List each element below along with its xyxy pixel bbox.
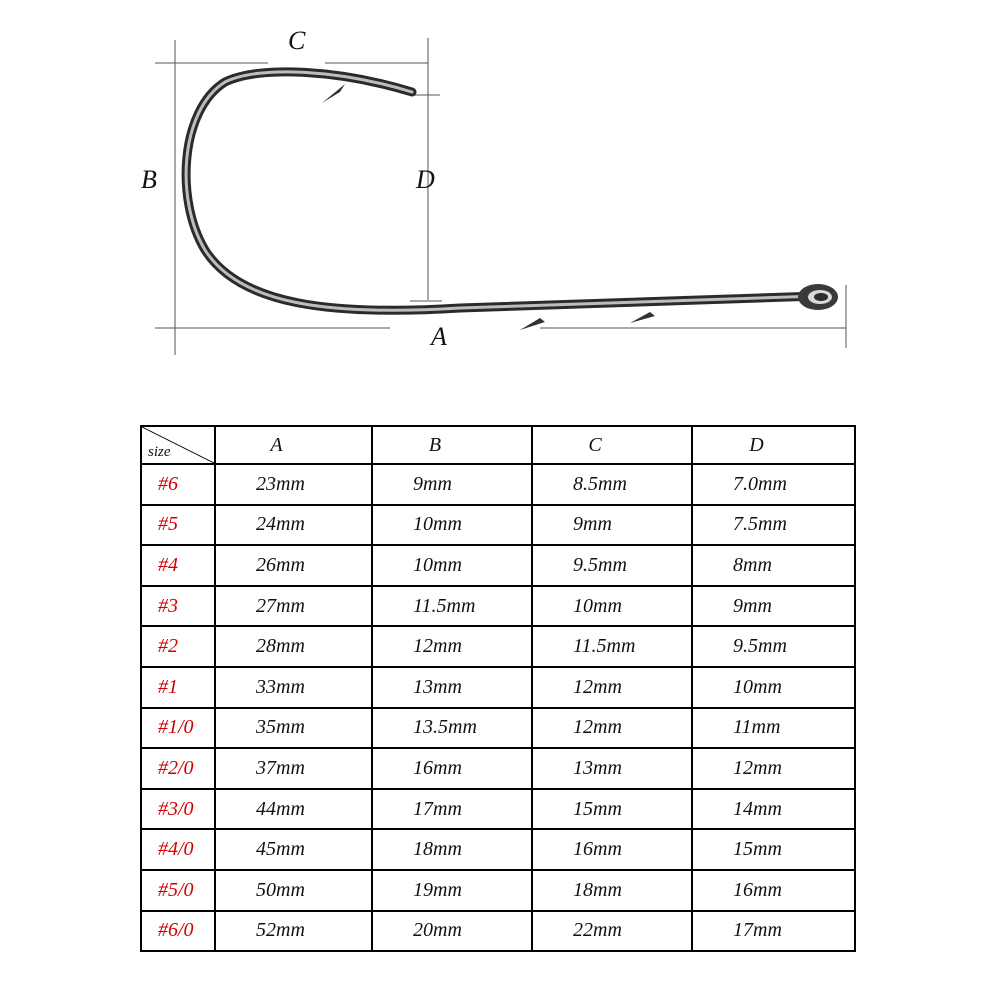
- table-row: [141, 870, 855, 911]
- table-row: [141, 708, 855, 749]
- value-cell-b: 12mm: [372, 626, 532, 667]
- value-cell-d: 17mm: [692, 911, 855, 952]
- value-cell-c: 15mm: [532, 789, 692, 830]
- size-cell: #1: [141, 667, 215, 708]
- dimension-label-a: A: [431, 322, 447, 351]
- value-cell-c: 11.5mm: [532, 626, 692, 667]
- size-cell: #1/0: [141, 708, 215, 749]
- value-cell-c: 22mm: [532, 911, 692, 952]
- value-cell-d: 8mm: [692, 545, 855, 586]
- dimension-label-d: D: [416, 165, 435, 194]
- table-row: [141, 586, 855, 627]
- hook-diagram: [0, 0, 1000, 400]
- size-cell: #4: [141, 545, 215, 586]
- value-cell-c: 13mm: [532, 748, 692, 789]
- value-cell-d: 16mm: [692, 870, 855, 911]
- value-cell-c: 12mm: [532, 667, 692, 708]
- value-cell-d: 11mm: [692, 708, 855, 749]
- value-cell-a: 28mm: [215, 626, 372, 667]
- size-cell: #2: [141, 626, 215, 667]
- value-cell-d: 7.5mm: [692, 505, 855, 546]
- value-cell-c: 9.5mm: [532, 545, 692, 586]
- value-cell-b: 16mm: [372, 748, 532, 789]
- size-cell: #6/0: [141, 911, 215, 952]
- table-body: [141, 464, 855, 951]
- table-row: [141, 911, 855, 952]
- value-cell-a: 37mm: [215, 748, 372, 789]
- value-cell-b: 18mm: [372, 829, 532, 870]
- value-cell-d: 9mm: [692, 586, 855, 627]
- table-row: [141, 748, 855, 789]
- header-c: C: [532, 426, 692, 464]
- value-cell-c: 18mm: [532, 870, 692, 911]
- value-cell-d: 7.0mm: [692, 464, 855, 505]
- value-cell-b: 20mm: [372, 911, 532, 952]
- value-cell-b: 10mm: [372, 505, 532, 546]
- hook-body: [186, 72, 838, 330]
- corner-label: size: [148, 444, 171, 460]
- value-cell-d: 14mm: [692, 789, 855, 830]
- value-cell-a: 35mm: [215, 708, 372, 749]
- value-cell-c: 8.5mm: [532, 464, 692, 505]
- size-cell: #3: [141, 586, 215, 627]
- header-a: A: [215, 426, 372, 464]
- value-cell-b: 13mm: [372, 667, 532, 708]
- header-d: D: [692, 426, 855, 464]
- value-cell-d: 9.5mm: [692, 626, 855, 667]
- value-cell-d: 15mm: [692, 829, 855, 870]
- table-row: [141, 626, 855, 667]
- corner-cell: [141, 426, 215, 464]
- value-cell-a: 23mm: [215, 464, 372, 505]
- value-cell-a: 24mm: [215, 505, 372, 546]
- value-cell-b: 19mm: [372, 870, 532, 911]
- value-cell-b: 13.5mm: [372, 708, 532, 749]
- size-cell: #5/0: [141, 870, 215, 911]
- value-cell-c: 9mm: [532, 505, 692, 546]
- value-cell-c: 10mm: [532, 586, 692, 627]
- value-cell-a: 52mm: [215, 911, 372, 952]
- value-cell-a: 26mm: [215, 545, 372, 586]
- value-cell-d: 10mm: [692, 667, 855, 708]
- dimension-label-c: C: [288, 26, 306, 55]
- table-header-row: [141, 426, 855, 464]
- table-row: [141, 829, 855, 870]
- size-table: [140, 425, 856, 952]
- size-cell: #5: [141, 505, 215, 546]
- header-b: B: [372, 426, 532, 464]
- table-row: [141, 667, 855, 708]
- size-cell: #6: [141, 464, 215, 505]
- value-cell-c: 12mm: [532, 708, 692, 749]
- value-cell-c: 16mm: [532, 829, 692, 870]
- value-cell-b: 11.5mm: [372, 586, 532, 627]
- table-row: [141, 505, 855, 546]
- fish-hook-icon: [0, 0, 1000, 400]
- dimension-label-b: B: [141, 165, 157, 194]
- value-cell-b: 17mm: [372, 789, 532, 830]
- table-row: [141, 464, 855, 505]
- size-cell: #4/0: [141, 829, 215, 870]
- size-cell: #2/0: [141, 748, 215, 789]
- table-row: [141, 545, 855, 586]
- value-cell-a: 45mm: [215, 829, 372, 870]
- value-cell-a: 44mm: [215, 789, 372, 830]
- value-cell-d: 12mm: [692, 748, 855, 789]
- value-cell-b: 9mm: [372, 464, 532, 505]
- value-cell-a: 50mm: [215, 870, 372, 911]
- value-cell-b: 10mm: [372, 545, 532, 586]
- value-cell-a: 33mm: [215, 667, 372, 708]
- size-cell: #3/0: [141, 789, 215, 830]
- value-cell-a: 27mm: [215, 586, 372, 627]
- table-row: [141, 789, 855, 830]
